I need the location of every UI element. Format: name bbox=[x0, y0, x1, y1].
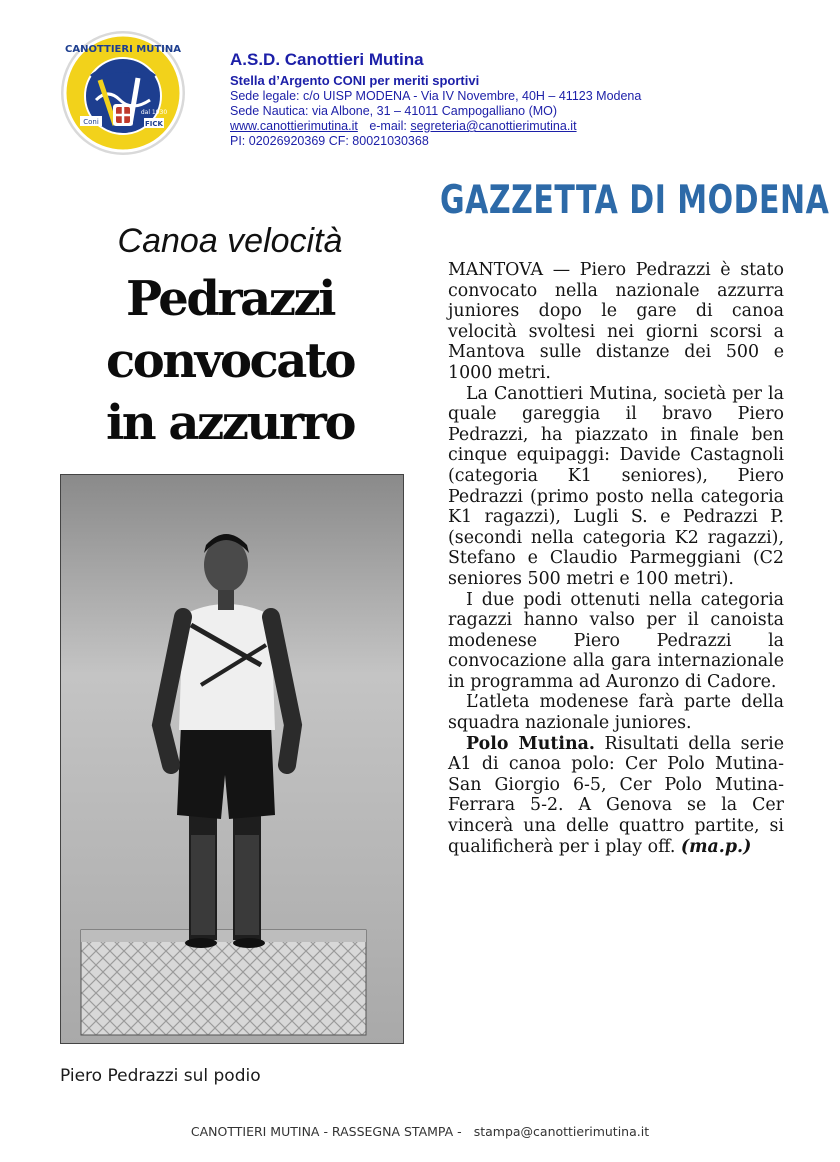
polo-lead: Polo Mutina. bbox=[466, 733, 595, 754]
logo-ring-text: CANOTTIERI MUTINA bbox=[65, 44, 181, 55]
footer-email: stampa@canottierimutina.it bbox=[473, 1124, 650, 1139]
club-name: A.S.D. Canottieri Mutina bbox=[230, 50, 424, 69]
article-dateline: MANTOVA — bbox=[448, 260, 580, 280]
club-logo-graphic bbox=[60, 30, 186, 156]
page-footer bbox=[0, 1124, 840, 1139]
footer-label: CANOTTIERI MUTINA - RASSEGNA STAMPA - bbox=[190, 1124, 462, 1139]
article-body bbox=[448, 260, 784, 857]
athlete-photo-image bbox=[61, 475, 404, 1044]
club-header bbox=[230, 50, 641, 150]
article-headline bbox=[60, 268, 400, 454]
article-kicker: Canoa velocità bbox=[117, 222, 343, 260]
photo-caption: Piero Pedrazzi sul podio bbox=[60, 1066, 261, 1086]
newspaper-masthead: GAZZETTA DI MODENA bbox=[440, 178, 830, 224]
club-tax-ids: PI: 02026920369 CF: 80021030368 bbox=[230, 134, 429, 149]
article-paragraph bbox=[448, 260, 784, 384]
headline-line-1: Pedrazzi bbox=[125, 271, 335, 327]
article-paragraph: L’atleta modenese farà parte della squadra nazionale juniores. bbox=[448, 692, 784, 734]
logo-coni-text: Coni bbox=[83, 118, 99, 126]
club-legal-address: Sede legale: c/o UISP MODENA - Via IV Novembre, 40H – 41123 Modena bbox=[230, 88, 642, 103]
article-paragraph-text: Piero Pedrazzi è stato convocato nella nazionale azzurra juniores dopo le gare di canoa velocità svoltesi nei giorni scorsi a Mantova sulle distanze dei 500 e 1000 metri. bbox=[448, 260, 784, 383]
athlete-photo bbox=[60, 474, 404, 1044]
polo-text: Risultati della serie A1 di canoa polo: Cer Polo Mutina-San Giorgio 6-5, Cer Polo Mutina-Ferrara 5-2. A Genova se la Cer vincerà una delle quattro partite, si qualificherà per i play off. bbox=[448, 733, 784, 857]
article-paragraph: I due podi ottenuti nella categoria ragazzi hanno valso per il canoista modenese Piero Pedrazzi la convocazione alla gara internazionale in programma ad Auronzo di Cadore. bbox=[448, 589, 784, 692]
club-award: Stella d’Argento CONI per meriti sportivi bbox=[230, 72, 480, 88]
club-email-label: e-mail: bbox=[369, 119, 407, 134]
article-byline: (ma.p.) bbox=[680, 836, 752, 857]
club-email-link[interactable]: segreteria@canottierimutina.it bbox=[410, 119, 577, 134]
article-paragraph-polo bbox=[448, 734, 784, 858]
club-contacts bbox=[230, 119, 641, 134]
logo-fick-text: FICK bbox=[145, 120, 163, 128]
headline-line-2: convocato bbox=[105, 333, 355, 389]
headline-line-3: in azzurro bbox=[106, 395, 354, 451]
club-nautical-address: Sede Nautica: via Albone, 31 – 41011 Campogalliano (MO) bbox=[230, 103, 558, 118]
article-paragraph: La Canottieri Mutina, società per la quale gareggia il bravo Piero Pedrazzi, ha piazzato in finale ben cinque equipaggi: Davide Castagnoli (categoria K1 seniores), Piero Pedrazzi (primo posto nella categoria K1 ragazzi), Lugli S. e Pedrazzi P. (secondi nella categoria K2 ragazzi), Stefano e Claudio Parmeggiani (C2 seniores 500 metri e 100 metri). bbox=[448, 383, 784, 589]
club-logo bbox=[60, 30, 186, 156]
logo-year-text: dal 1930 bbox=[140, 109, 168, 116]
club-website-link[interactable]: www.canottierimutina.it bbox=[230, 119, 358, 134]
